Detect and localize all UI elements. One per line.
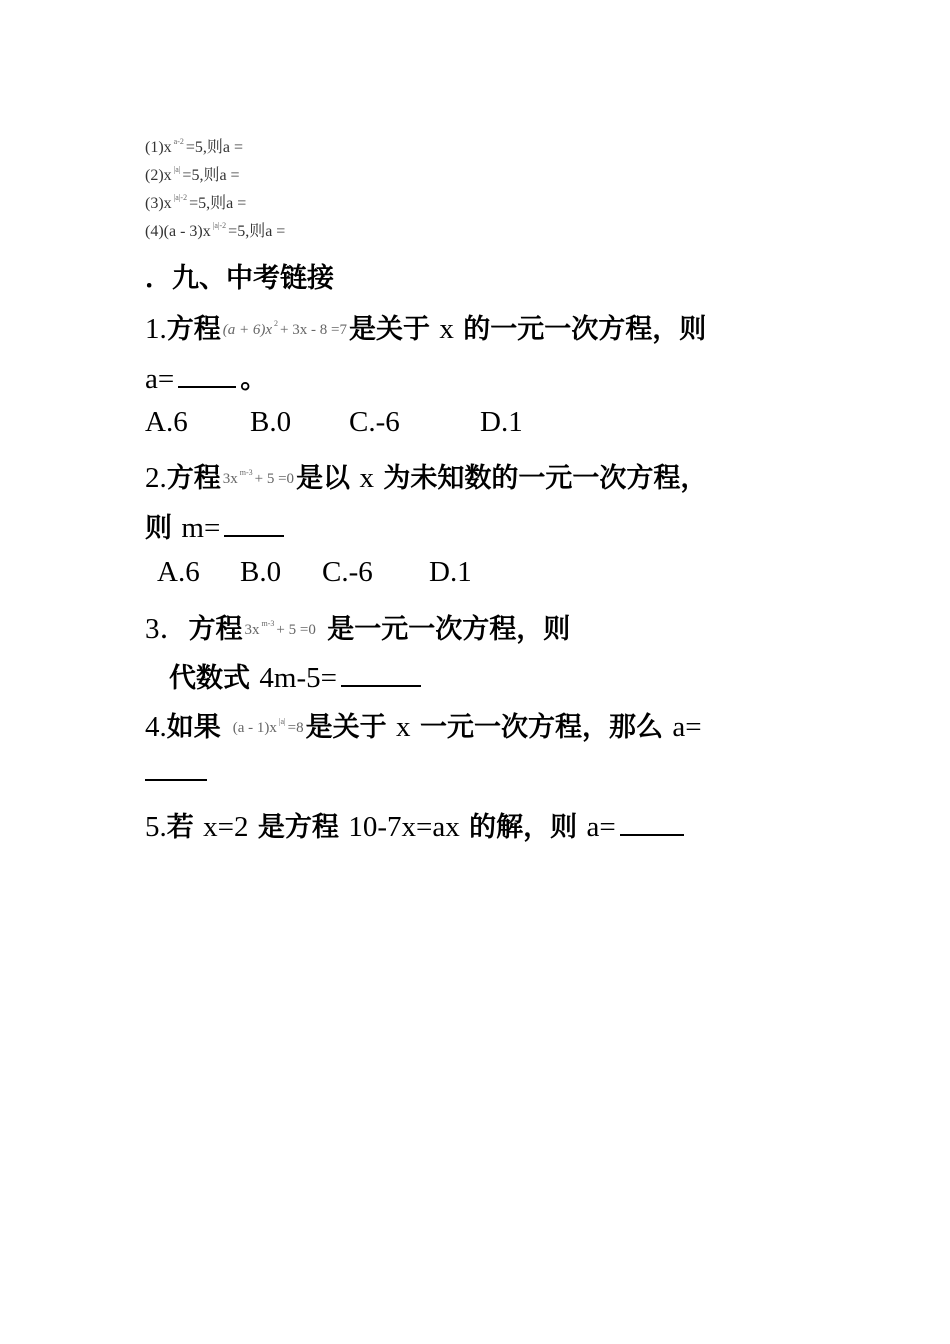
option-b: B.0 (250, 406, 292, 438)
option-a: A.6 (145, 406, 188, 438)
problem-4-answer (145, 757, 211, 788)
intro-question-4: (4)(a - 3)x $^{|a|-2}$ =5,则a = (145, 221, 286, 240)
intro-question-2: (2)x $^{|a|}$ =5,则a = (145, 165, 240, 184)
problem-3-formula: 3x $^{m-3}$ + 5 =0 (244, 619, 316, 638)
answer-blank (620, 814, 684, 836)
problem-1-statement: 1.方程 (a + 6)x $^2$ + 3x - 8 =7是关于 x 的一元一次方程，则 (145, 313, 707, 345)
problem-1-options (145, 406, 523, 439)
problem-5-statement: 5.若 x=2 是方程 10-7x=ax 的解，则 a= (145, 805, 688, 844)
problem-2-statement: 2.方程 3x $^{m-3}$ + 5 =0是以 x 为未知数的一元一次方程， (145, 462, 708, 494)
problem-1-answer: a= 。 (145, 363, 268, 395)
answer-blank (145, 759, 207, 781)
option-b: B.0 (240, 556, 282, 588)
problem-3-answer: 代数式 4m-5= (169, 656, 425, 695)
problem-2-answer: 则 m= (145, 506, 288, 545)
option-d: D.1 (480, 406, 523, 438)
problem-2-options (157, 556, 472, 589)
intro-question-1: (1)x $^{a-2}$ =5,则a = (145, 137, 244, 156)
answer-blank (224, 515, 284, 537)
answer-blank (178, 366, 236, 388)
problem-4-statement: 4.如果 (a - 1)x $^{|a|}$ =8是关于 x 一元一次方程，那么 a= (145, 711, 702, 743)
answer-blank (341, 665, 421, 687)
section-title: ．九、中考链接 (145, 263, 334, 294)
problem-2-formula: 3x $^{m-3}$ + 5 =0 (222, 468, 295, 487)
option-c: C.-6 (349, 406, 400, 438)
option-c: C.-6 (322, 556, 373, 588)
option-d: D.1 (429, 556, 472, 588)
problem-1-formula: (a + 6)x $^2$ + 3x - 8 =7 (222, 319, 347, 338)
problem-3-statement: 3．方程 3x $^{m-3}$ + 5 =0 是一元一次方程，则 (145, 613, 571, 645)
intro-question-3: (3)x $^{|a|-2}$ =5,则a = (145, 193, 247, 212)
problem-4-formula: (a - 1)x $^{|a|}$ =8 (232, 717, 304, 736)
option-a: A.6 (157, 556, 200, 588)
